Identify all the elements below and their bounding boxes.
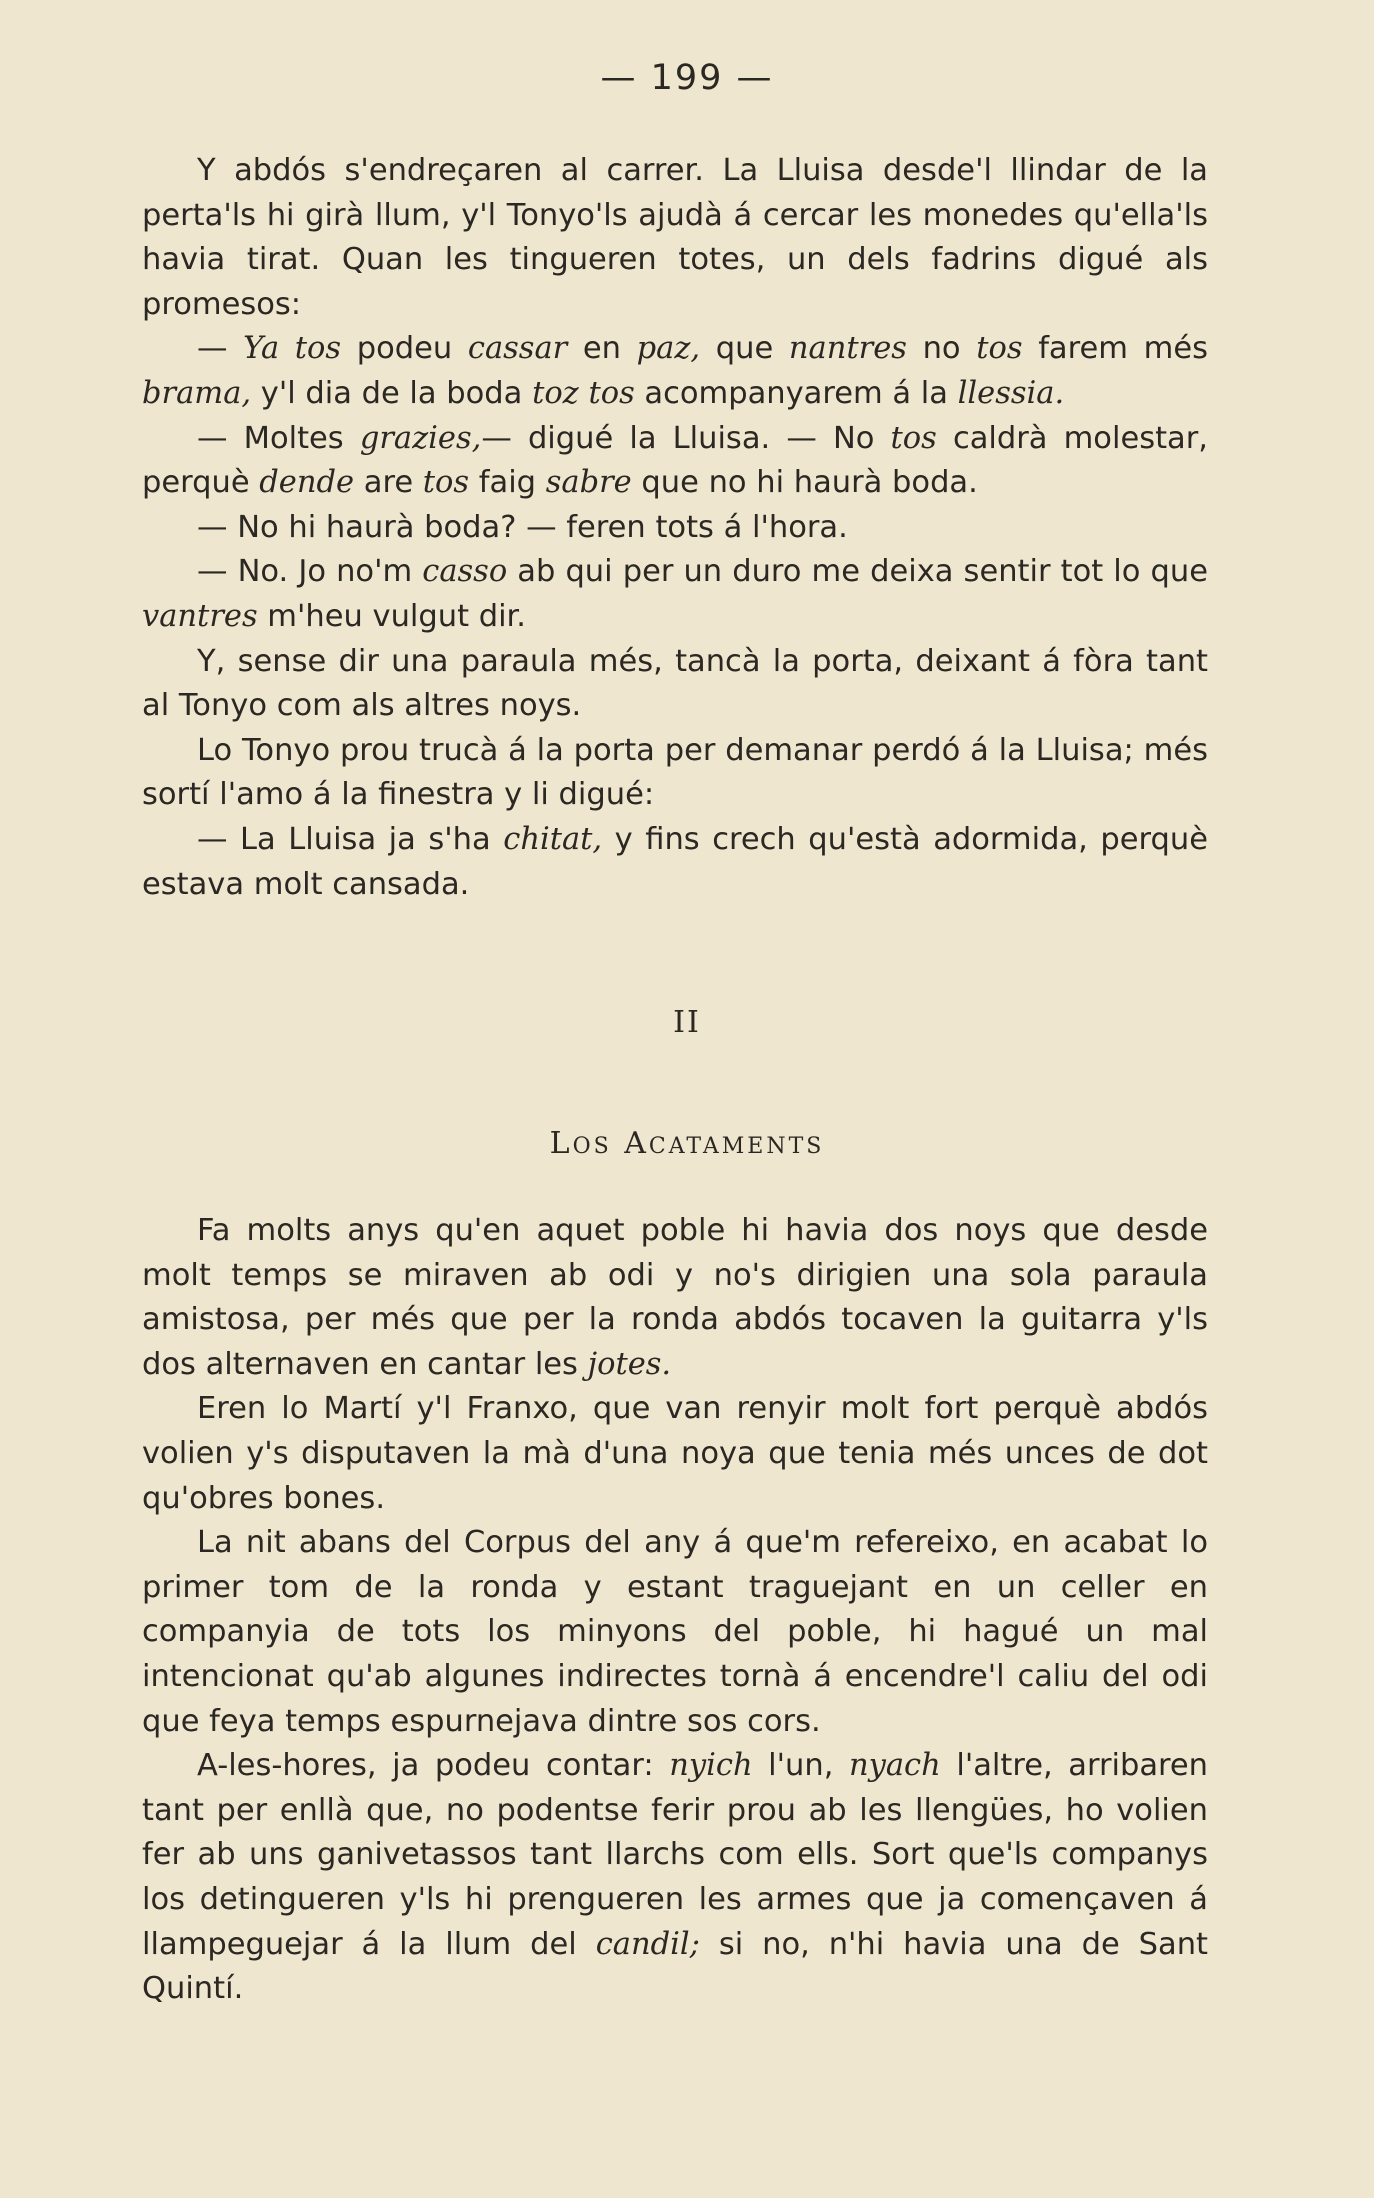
page-number: — 199 — [600, 58, 774, 98]
text-run: en [567, 331, 637, 367]
text-run: no [906, 331, 977, 367]
text-run: are [354, 465, 423, 501]
text-run: — La Lluisa ja s'ha [197, 821, 504, 857]
paragraph [142, 417, 1208, 506]
italic-text: vantres [142, 598, 258, 634]
text-run: — Moltes [197, 420, 360, 456]
paragraph [142, 149, 1208, 327]
paragraph [142, 1521, 1208, 1744]
paragraph [142, 729, 1208, 818]
text-run: Fa molts anys qu'en aquet poble hi havia dos noys que desde molt temps se miraven ab odi y no's dirigien una sola paraula amistosa, per més que per la ronda abdós tocaven la guitarra y'ls dos alternaven en cantar les [142, 1213, 1208, 1382]
paragraph [142, 1744, 1208, 2012]
italic-text: toz tos [532, 375, 635, 411]
text-run: ab qui per un duro me deixa sentir tot lo que [507, 554, 1208, 590]
text-run: si no, n'hi havia una de Sant Quintí. [142, 1926, 1208, 2007]
italic-text: dende [259, 465, 355, 501]
paragraph [142, 640, 1208, 729]
italic-text: paz, [636, 331, 701, 367]
paragraph [142, 1387, 1208, 1521]
text-block-part-1 [142, 149, 1208, 907]
text-run: — [197, 331, 244, 367]
text-run: faig [469, 465, 546, 501]
text-run: — digué la Lluisa. — No [481, 420, 891, 456]
text-run: Y, sense dir una paraula més, tancà la porta, deixant á fòra tant al Tonyo com als altres noys. [142, 643, 1208, 724]
text-run: farem més [1022, 331, 1208, 367]
paragraph [142, 1209, 1208, 1387]
section-title: LOS ACATAMENTS [549, 1126, 825, 1161]
text-run: podeu [341, 331, 468, 367]
italic-text: nantres [788, 331, 907, 367]
italic-text: candil; [595, 1926, 700, 1962]
italic-text: nyach [848, 1748, 941, 1784]
text-run: Lo Tonyo prou trucà á la porta per demanar perdó á la Lluisa; més sortí l'amo á la finestra y li digué: [142, 732, 1208, 813]
italic-text: tos [890, 420, 937, 456]
italic-text: chitat, [503, 821, 603, 857]
paragraph [142, 327, 1208, 416]
text-run: y fins crech qu'està adormida, perquè estava molt cansada. [142, 821, 1208, 902]
text-run: l'altre, arribaren tant per enllà que, no podentse ferir prou ab les llengües, ho volien fer ab uns ganivetassos tant llarchs com ells. Sort que'ls companys los detingueren y'ls hi prengueren les armes que ja començaven á llampeguejar á la llum del [142, 1748, 1208, 1962]
italic-text: Ya tos [243, 331, 342, 367]
italic-text: tos [422, 465, 470, 501]
italic-text: jotes. [587, 1346, 672, 1382]
italic-text: casso [422, 554, 508, 590]
italic-text: brama, [142, 375, 252, 411]
text-run: Eren lo Martí y'l Franxo, que van renyir molt fort perquè abdós volien y's disputaven la mà d'una noya que tenia més unces de dot qu'obres bones. [142, 1391, 1208, 1516]
text-run: y'l dia de la boda [251, 375, 533, 411]
paragraph [142, 818, 1208, 907]
text-run: que no hi haurà boda. [631, 465, 978, 501]
text-run: — No hi haurà boda? — feren tots á l'hora. [197, 509, 848, 545]
text-run: La nit abans del Corpus del any á que'm refereixo, en acabat lo primer tom de la ronda y estant traguejant en un celler en companyia de tots los minyons del poble, hi hagué un mal intencionat qu'ab algunes indirectes tornà á encendre'l caliu del odi que feya temps espurnejava dintre sos cors. [142, 1525, 1208, 1739]
text-run: acompanyarem á la [634, 375, 958, 411]
paragraph [142, 550, 1208, 639]
text-run: A-les-hores, ja podeu contar: [197, 1748, 670, 1784]
section-number: II [673, 1005, 701, 1040]
text-run: — No. Jo no'm [197, 554, 423, 590]
paragraph [142, 506, 1208, 551]
text-run: m'heu vulgut dir. [257, 598, 526, 634]
italic-text: grazies, [359, 420, 482, 456]
text-run: l'un, [752, 1748, 849, 1784]
italic-text: sabre [545, 465, 632, 501]
italic-text: nyich [669, 1748, 753, 1784]
italic-text: llessia. [957, 375, 1065, 411]
text-run: Y abdós s'endreçaren al carrer. La Lluisa desde'l llindar de la perta'ls hi girà llum, y'l Tonyo'ls ajudà á cercar les monedes qu'ella'ls havia tirat. Quan les tingueren totes, un dels fadrins digué als promesos: [142, 153, 1208, 322]
text-run: que [700, 331, 789, 367]
italic-text: tos [976, 331, 1023, 367]
text-run: caldrà molestar, perquè [142, 420, 1208, 501]
text-block-part-2 [142, 1209, 1208, 2012]
italic-text: cassar [467, 331, 568, 367]
